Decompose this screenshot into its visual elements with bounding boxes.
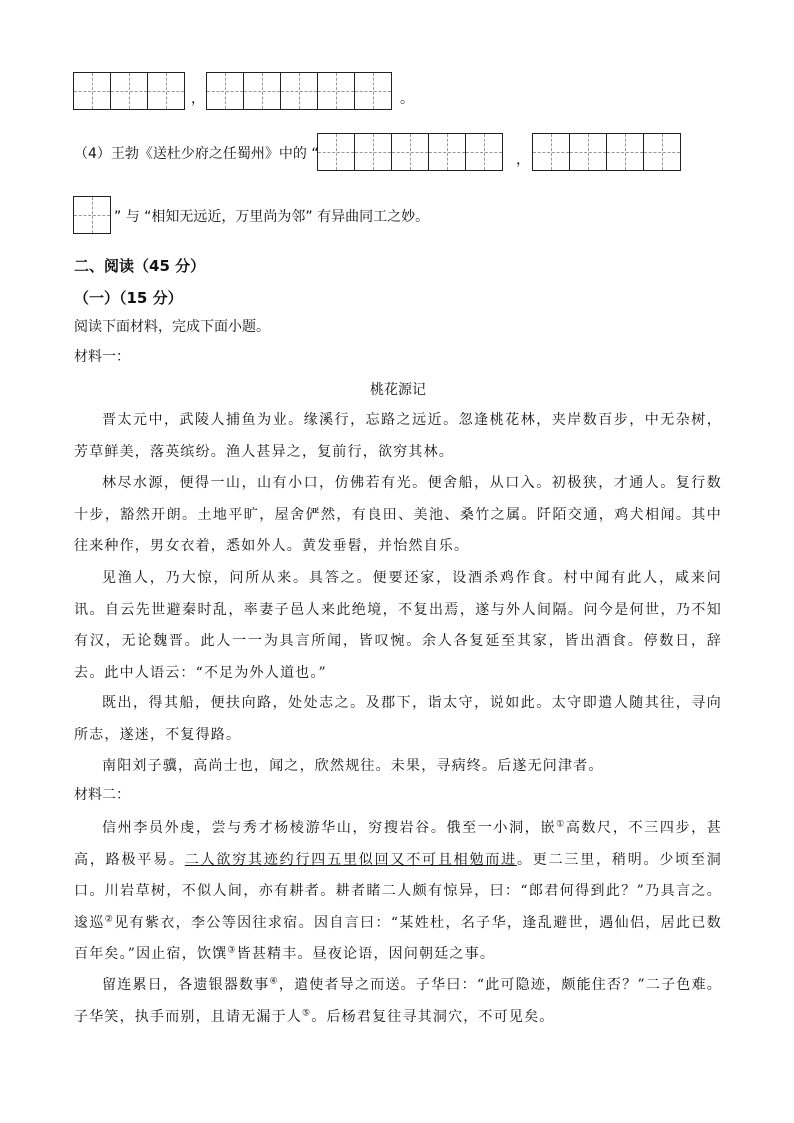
answer-cell[interactable]	[73, 196, 111, 234]
answer-cell[interactable]	[317, 133, 355, 171]
answer-cell[interactable]	[243, 72, 281, 110]
text-run: 。后杨君复往寻其洞穴，不可见矣。	[311, 1008, 555, 1025]
material1-paragraph: 晋太元中，武陵人捕鱼为业。缘溪行，忘路之远近。忽逢桃花林，夹岸数百步，中无杂树，芳草鲜美，落英缤纷。渔人甚异之，复前行，欲穷其林。	[74, 412, 722, 460]
material2-paragraph	[74, 813, 722, 971]
answer-cell[interactable]	[532, 133, 570, 171]
text-run: 皆甚精丰。昼夜论语，因问朝廷之事。	[236, 946, 496, 963]
answer-cell[interactable]	[354, 133, 392, 171]
material1-paragraph: 南阳刘子骥，高尚士也，闻之，欣然规往。未果，寻病终。后遂无问津者。	[102, 758, 604, 774]
answer-cell[interactable]	[206, 72, 244, 110]
footnote-marker: ③	[227, 945, 237, 956]
period-mark: 。	[400, 91, 414, 107]
answer-grid-row2-right[interactable]	[532, 133, 680, 171]
text-run: 信州李员外虔，尝与秀才杨棱游华山，穷搜岩谷。俄至一小洞，嵌	[102, 820, 557, 836]
footnote-marker: ①	[556, 819, 566, 830]
answer-cell[interactable]	[391, 133, 429, 171]
answer-cell[interactable]	[569, 133, 607, 171]
sub-heading: （一）（15 分）	[74, 289, 183, 307]
answer-cell[interactable]	[317, 72, 355, 110]
answer-cell[interactable]	[354, 72, 392, 110]
answer-cell[interactable]	[280, 72, 318, 110]
answer-grid-row1-left[interactable]	[73, 72, 184, 110]
answer-grid-row2-left[interactable]	[317, 133, 502, 171]
answer-cell[interactable]	[606, 133, 644, 171]
question-4-suffix: ” 与 “相知无远近，万里尚为邻” 有异曲同工之妙。	[114, 209, 430, 225]
footnote-marker: ⑤	[302, 1007, 312, 1018]
material1-title: 桃花源记	[370, 382, 426, 398]
material1-paragraph: 既出，得其船，便扶向路，处处志之。及郡下，诣太守，说如此。太守即遣人随其往，寻向所志，遂迷，不复得路。	[74, 695, 722, 743]
text-run: 见有紫衣，李公等因往求宿。因自言曰：“某姓杜，名子华，逢乱避世，遇仙侣，居此已数百年矣。”因止宿，饮馔	[74, 914, 723, 963]
comma-mark: ，	[191, 91, 205, 107]
material2-label: 材料二：	[74, 787, 130, 803]
answer-cell[interactable]	[428, 133, 466, 171]
material1-paragraph: 见渔人，乃大惊，问所从来。具答之。便要还家，设酒杀鸡作食。村中闻有此人，咸来问讯。自云先世避秦时乱，率妻子邑人来此绝境，不复出焉，遂与外人间隔。问今是何世，乃不知有汉，无论魏晋。此人一一为具言所闻，皆叹惋。余人各复延至其家，皆出酒食。停数日，辞去。此中人语云：“不足为外人道也。”	[74, 570, 722, 681]
answer-grid-row1-right[interactable]	[206, 72, 391, 110]
text-run: ，遣使者导之而送。子华曰：“此可隐迹，颇能住否？”二子色难。子华笑，执手而别，且请无漏于人	[74, 977, 722, 1025]
section-heading: 二、阅读（45 分）	[74, 257, 206, 275]
text-run: 留连累日，各遗银器数事	[102, 977, 270, 993]
question-4-text: （4）王勃《送杜少府之任蜀州》中的 “	[74, 146, 319, 162]
answer-cell[interactable]	[73, 72, 111, 110]
underlined-sentence: 二人欲穷其迹约行四五里似回又不可且相勉而进	[184, 851, 517, 868]
text-run: 。更二三里，稍明。少顷至洞口。川岩草树，不似人间，亦有耕者。耕者睹二人颇有惊异，曰：“郎君何得到此？”乃具言之。逡巡	[74, 851, 723, 931]
material1-paragraph: 林尽水源，便得一山，山有小口，仿佛若有光。便舍船，从口入。初极狭，才通人。复行数十步，豁然开朗。土地平旷，屋舍俨然，有良田、美池、桑竹之属。阡陌交通，鸡犬相闻。其中往来种作，男女衣着，悉如外人。黄发垂髫，并怡然自乐。	[74, 475, 722, 555]
answer-grid-row3[interactable]	[73, 196, 110, 234]
instruction: 阅读下面材料，完成下面小题。	[74, 319, 270, 335]
material1-label: 材料一：	[74, 349, 130, 365]
comma-mark: ，	[516, 152, 530, 168]
answer-cell[interactable]	[147, 72, 185, 110]
answer-cell[interactable]	[643, 133, 681, 171]
text-run: 高数尺，不三四步，甚高，路极平易。	[74, 820, 722, 868]
footnote-marker: ②	[104, 914, 115, 925]
footnote-marker: ④	[269, 976, 279, 987]
answer-cell[interactable]	[110, 72, 148, 110]
material2-paragraph	[74, 970, 722, 1033]
answer-cell[interactable]	[465, 133, 503, 171]
